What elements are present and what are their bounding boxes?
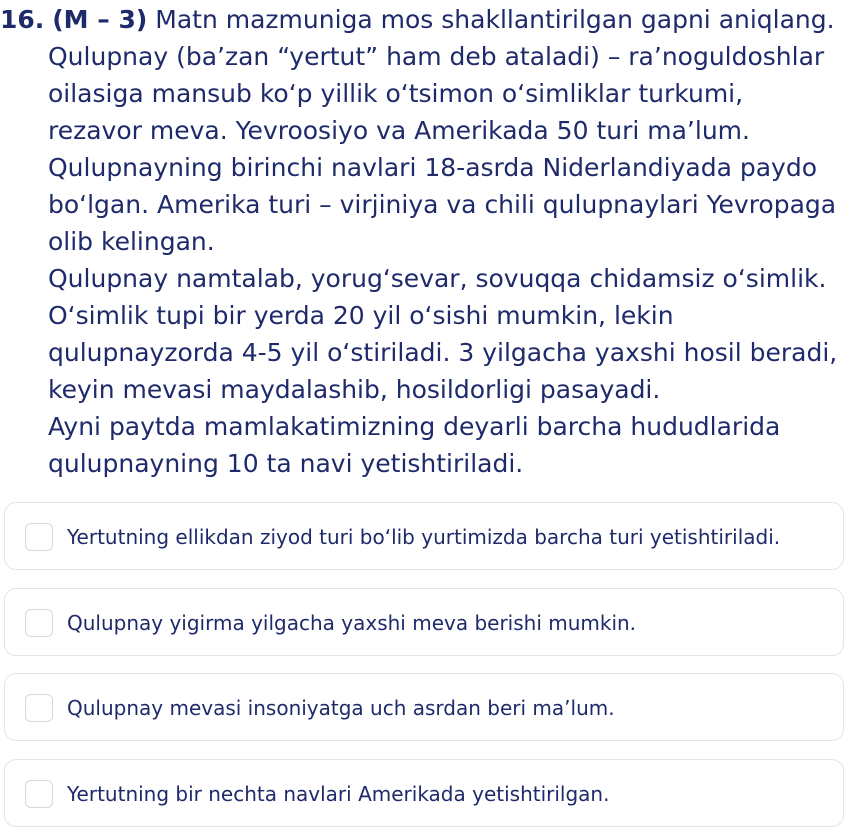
option-checkbox[interactable] xyxy=(25,523,53,551)
answer-option-4[interactable] xyxy=(4,759,844,827)
passage-line: qulupnayning 10 ta navi yetishtiriladi. xyxy=(48,449,524,478)
question-number: 16. xyxy=(0,5,45,34)
answer-option-1[interactable] xyxy=(4,502,844,570)
option-label: Qulupnay yigirma yilgacha yaxshi meva berishi mumkin. xyxy=(67,611,637,635)
passage-text xyxy=(48,38,848,482)
question-header xyxy=(0,2,835,38)
option-checkbox[interactable] xyxy=(25,694,53,722)
option-label: Qulupnay mevasi insoniyatga uch asrdan beri ma’lum. xyxy=(67,696,615,720)
passage-line: oilasiga mansub ko‘p yillik o‘tsimon o‘simliklar turkumi, xyxy=(48,79,744,108)
passage-line: qulupnayzorda 4-5 yil o‘stiriladi. 3 yilgacha yaxshi hosil beradi, xyxy=(48,338,838,367)
passage-line: Qulupnay namtalab, yorug‘sevar, sovuqqa chidamsiz o‘simlik. xyxy=(48,264,827,293)
question-tag: (M – 3) xyxy=(52,5,148,34)
passage-line: Ayni paytda mamlakatimizning deyarli barcha hududlarida xyxy=(48,412,781,441)
option-label: Yertutning ellikdan ziyod turi bo‘lib yurtimizda barcha turi yetishtiriladi. xyxy=(67,525,781,549)
option-checkbox[interactable] xyxy=(25,609,53,637)
answer-option-3[interactable] xyxy=(4,673,844,741)
question-prompt: Matn mazmuniga mos shakllantirilgan gapni aniqlang. xyxy=(155,5,835,34)
passage-line: rezavor meva. Yevroosiyo va Amerikada 50 turi ma’lum. xyxy=(48,116,750,145)
passage-line: Qulupnayning birinchi navlari 18-asrda Niderlandiyada paydo xyxy=(48,153,818,182)
option-checkbox[interactable] xyxy=(25,780,53,808)
passage-line: O‘simlik tupi bir yerda 20 yil o‘sishi mumkin, lekin xyxy=(48,301,674,330)
passage-line: olib kelingan. xyxy=(48,227,215,256)
answer-option-2[interactable] xyxy=(4,588,844,656)
option-label: Yertutning bir nechta navlari Amerikada yetishtirilgan. xyxy=(67,782,610,806)
passage-line: Qulupnay (ba’zan “yertut” ham deb ataladi) – ra’noguldoshlar xyxy=(48,42,825,71)
passage-line: bo‘lgan. Amerika turi – virjiniya va chili qulupnaylari Yevropaga xyxy=(48,190,837,219)
passage-line: keyin mevasi maydalashib, hosildorligi pasayadi. xyxy=(48,375,661,404)
